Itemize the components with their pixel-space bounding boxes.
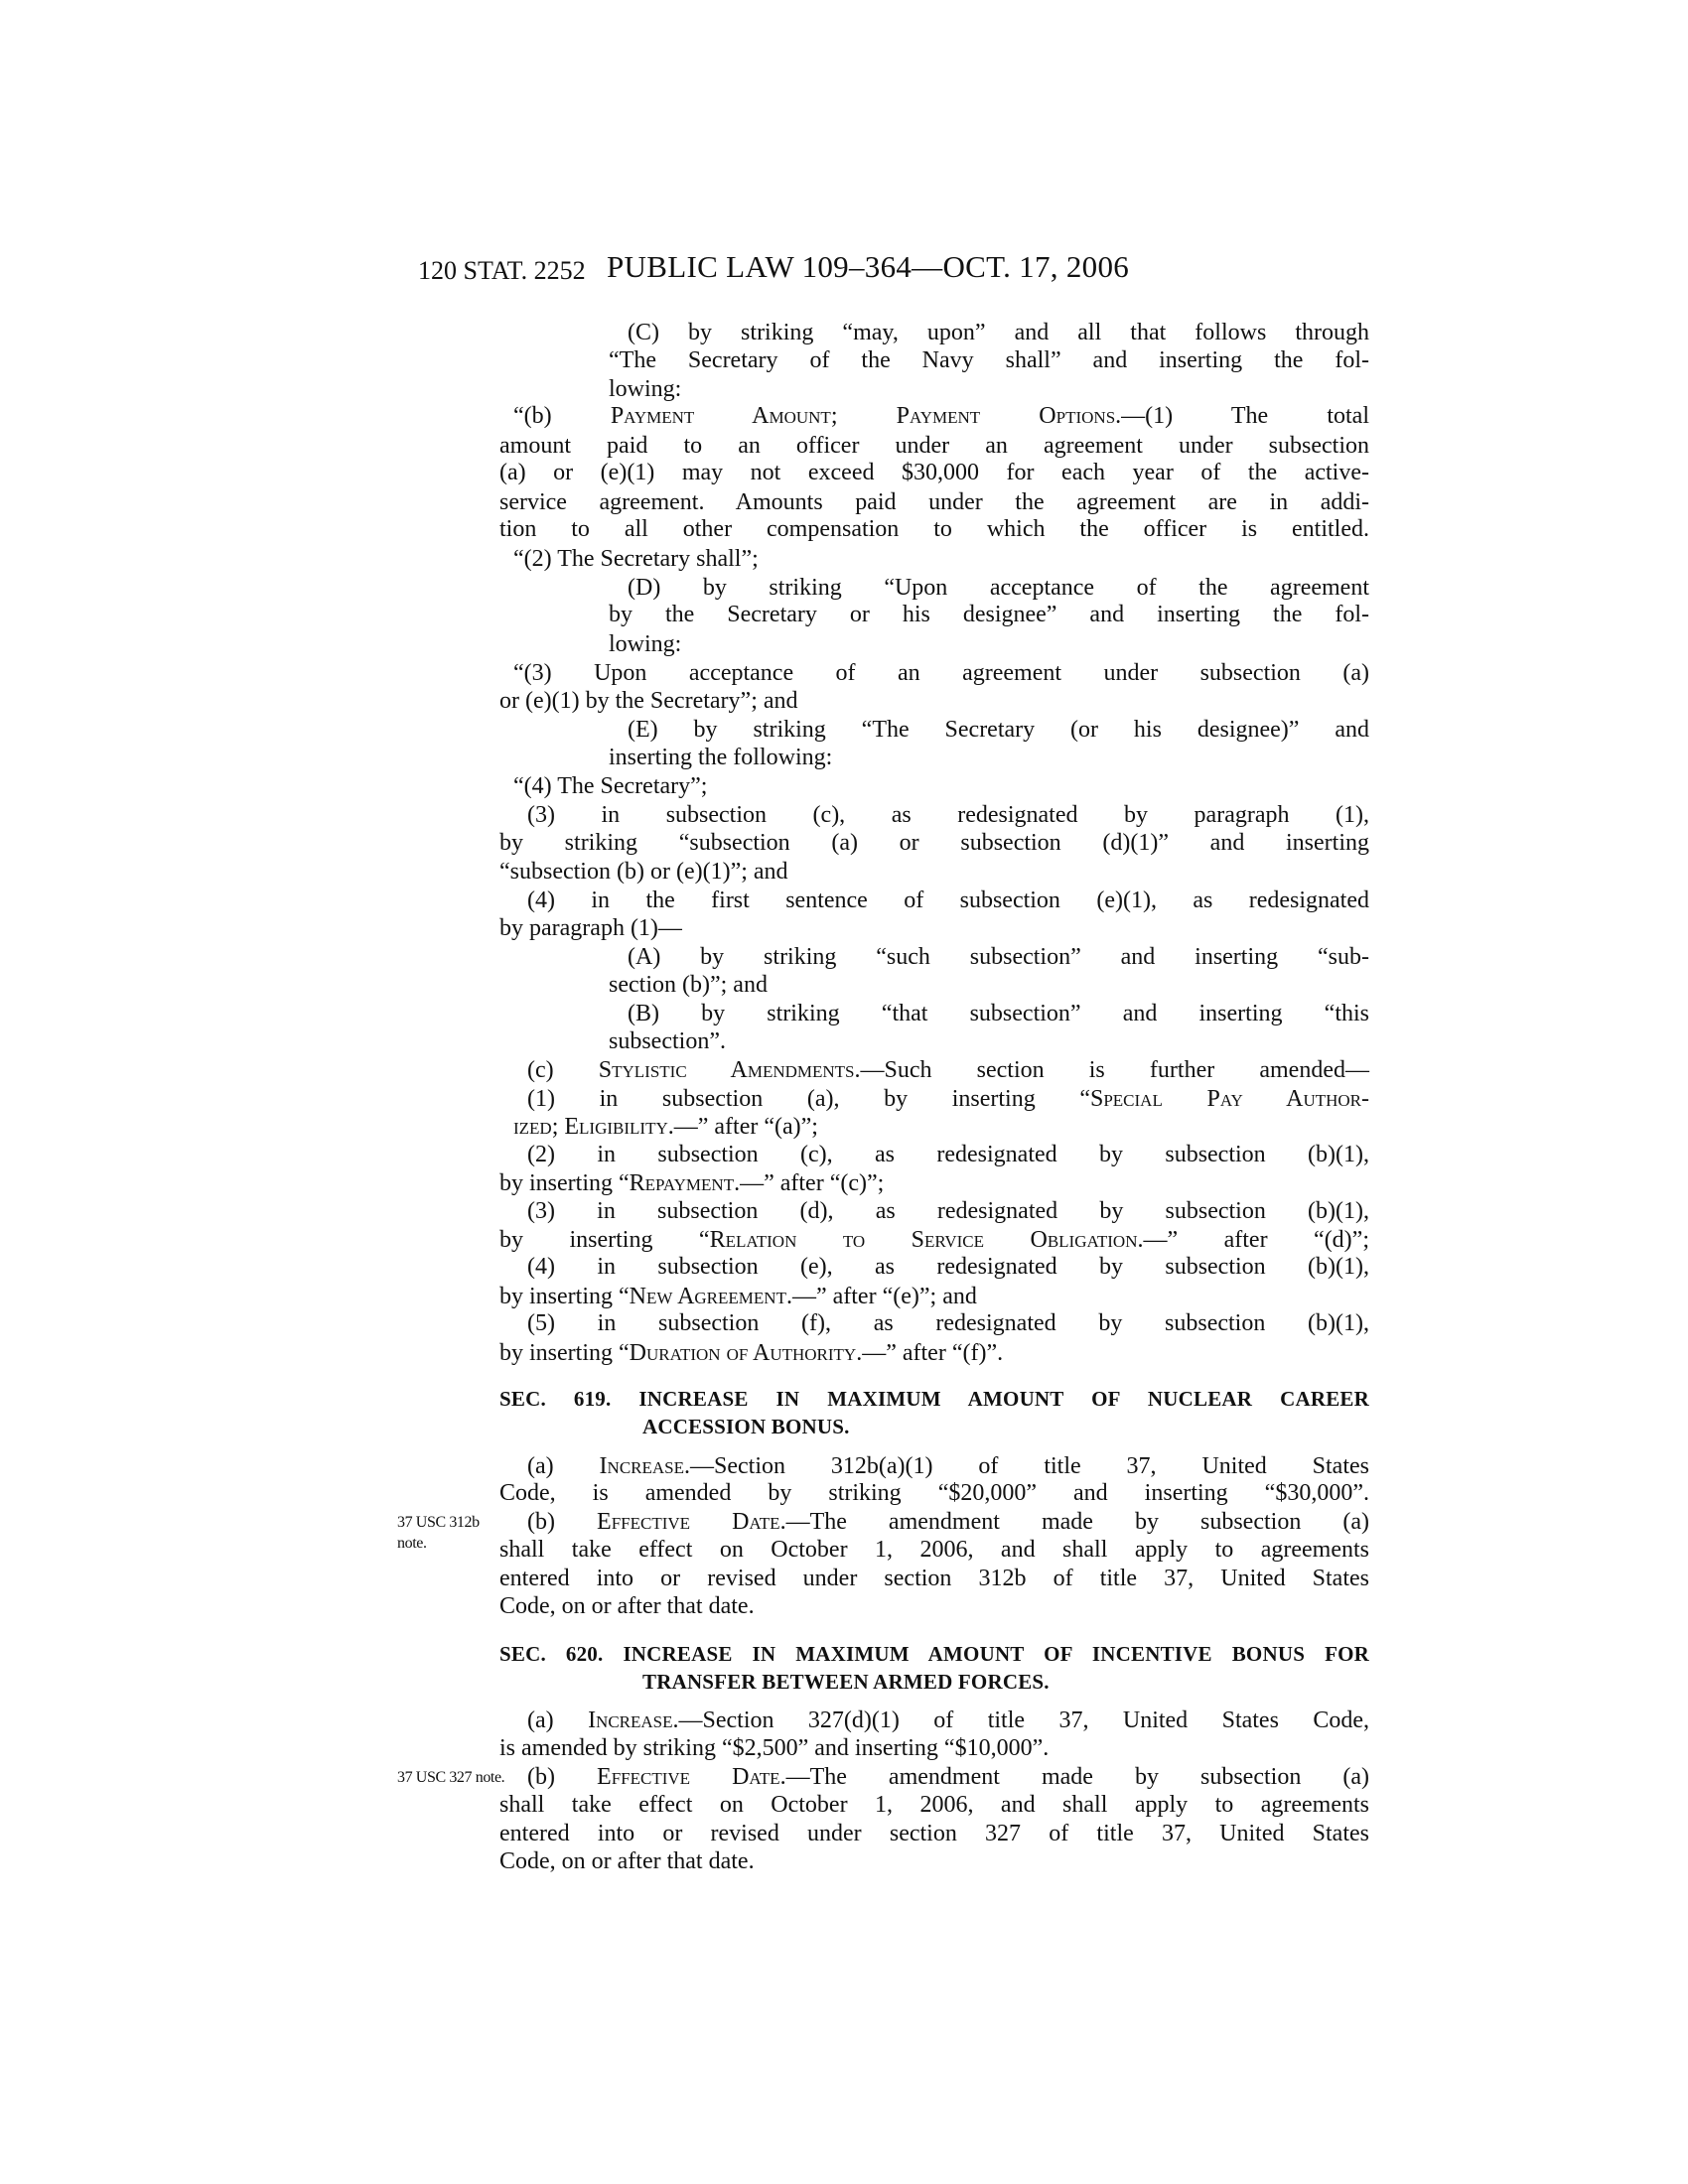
text-segment: (3) in subsection (c), as redesignated by paragraph (1), xyxy=(527,802,1369,828)
text-segment: .—” after “(e)”; and xyxy=(785,1284,977,1309)
text-line xyxy=(513,661,1369,685)
text-segment: subsection”. xyxy=(609,1028,726,1054)
text-line xyxy=(499,1594,1369,1618)
text-segment: TRANSFER BETWEEN ARMED FORCES. xyxy=(642,1670,1050,1694)
text-line xyxy=(628,718,1369,742)
text-segment: .—The amendment made by subsection (a) xyxy=(779,1764,1370,1790)
section-heading-line xyxy=(499,1643,1369,1665)
text-line xyxy=(609,377,1369,401)
section-heading-line xyxy=(642,1671,1369,1693)
margin-note: 37 USC 327 note. xyxy=(397,1769,505,1786)
text-segment: “The Secretary of the Navy shall” and inserting the fol- xyxy=(609,347,1369,373)
text-line xyxy=(628,945,1369,969)
section-heading-line xyxy=(499,1388,1369,1410)
text-segment: by inserting “ xyxy=(499,1170,630,1196)
text-segment: amount paid to an officer under an agreement under subsection xyxy=(499,433,1369,459)
text-segment: “(4) The Secretary”; xyxy=(513,773,708,799)
text-segment: ACCESSION BONUS. xyxy=(642,1415,850,1438)
text-line xyxy=(499,860,1369,884)
text-line xyxy=(499,1228,1369,1252)
text-line xyxy=(527,1087,1369,1111)
text-segment: inserting the following: xyxy=(609,745,833,770)
text-line xyxy=(527,803,1369,827)
margin-note: 37 USC 312b xyxy=(397,1514,480,1531)
text-line xyxy=(609,632,1369,656)
page-reference: 120 STAT. 2252 xyxy=(418,256,586,285)
text-line xyxy=(499,916,1369,940)
text-segment: by paragraph (1)— xyxy=(499,915,682,941)
text-line xyxy=(527,1765,1369,1789)
small-caps-text: ized; Eligibility xyxy=(513,1114,668,1140)
text-line xyxy=(499,1822,1369,1845)
text-segment: (D) by striking “Upon acceptance of the agreement xyxy=(628,575,1369,601)
small-caps-text: New Agreement xyxy=(629,1284,786,1309)
text-segment: “subsection (b) or (e)(1)”; and xyxy=(499,859,788,885)
text-line xyxy=(513,774,1369,798)
text-segment: service agreement. Amounts paid under the agreement are in addi- xyxy=(499,489,1369,515)
text-segment: (b) xyxy=(527,1509,598,1535)
text-line xyxy=(527,1454,1369,1478)
text-segment: entered into or revised under section 312b of title 37, United States xyxy=(499,1566,1369,1591)
text-segment: section (b)”; and xyxy=(609,972,768,998)
text-line xyxy=(499,517,1369,541)
text-line xyxy=(527,888,1369,912)
text-segment: (a) xyxy=(527,1707,589,1733)
small-caps-text: Increase xyxy=(588,1707,673,1733)
text-line xyxy=(628,321,1369,344)
text-segment: (C) by striking “may, upon” and all that follows through xyxy=(628,320,1369,345)
text-line xyxy=(499,461,1369,484)
text-segment: tion to all other compensation to which the officer is entitled. xyxy=(499,516,1369,542)
text-segment: (1) in subsection (a), by inserting “ xyxy=(527,1086,1090,1112)
text-segment: by striking “subsection (a) or subsection (d)(1)” and inserting xyxy=(499,830,1369,856)
text-segment: (a) xyxy=(527,1453,600,1479)
text-segment: shall take effect on October 1, 2006, and shall apply to agreements xyxy=(499,1537,1369,1563)
small-caps-text: Stylistic Amendments xyxy=(598,1057,855,1083)
text-segment: (4) in subsection (e), as redesignated by subsection (b)(1), xyxy=(527,1254,1369,1280)
text-segment: shall take effect on October 1, 2006, and shall apply to agreements xyxy=(499,1792,1369,1818)
page-title: PUBLIC LAW 109–364—OCT. 17, 2006 xyxy=(607,249,1130,284)
text-segment: (A) by striking “such subsection” and inserting “sub- xyxy=(628,944,1369,970)
text-segment: .—(1) The total xyxy=(1115,403,1369,429)
small-caps-text: Increase xyxy=(599,1453,684,1479)
text-line xyxy=(499,1481,1369,1505)
text-segment: “(b) xyxy=(513,403,611,429)
small-caps-text: Payment Amount; Payment Options xyxy=(610,403,1116,429)
text-line xyxy=(499,1538,1369,1562)
text-line xyxy=(499,1793,1369,1817)
text-segment: .—Such section is further amended— xyxy=(854,1057,1369,1083)
text-segment: lowing: xyxy=(609,376,682,402)
text-segment: .—Section 312b(a)(1) of title 37, United States xyxy=(684,1453,1369,1479)
text-segment: entered into or revised under section 327 of title 37, United States xyxy=(499,1821,1369,1846)
text-segment: by inserting “ xyxy=(499,1227,710,1253)
text-segment: Code, is amended by striking “$20,000” and inserting “$30,000”. xyxy=(499,1480,1369,1506)
text-segment: SEC. 620. INCREASE IN MAXIMUM AMOUNT OF INCENTIVE BONUS FOR xyxy=(499,1642,1369,1666)
text-segment: .—” after “(d)”; xyxy=(1137,1227,1369,1253)
text-line xyxy=(609,973,1369,997)
text-segment: .—” after “(c)”; xyxy=(734,1170,885,1196)
margin-note: note. xyxy=(397,1535,427,1552)
text-line xyxy=(499,1736,1369,1760)
text-line xyxy=(609,348,1369,372)
small-caps-text: Relation to Service Obligation xyxy=(709,1227,1138,1253)
text-segment: or (e)(1) by the Secretary”; and xyxy=(499,688,798,714)
text-line xyxy=(513,404,1369,428)
text-line xyxy=(499,831,1369,855)
text-segment: .—Section 327(d)(1) of title 37, United States Code, xyxy=(672,1707,1369,1733)
text-line xyxy=(499,434,1369,458)
text-segment: is amended by striking “$2,500” and inserting “$10,000”. xyxy=(499,1735,1050,1761)
text-line xyxy=(499,689,1369,713)
text-segment: SEC. 619. INCREASE IN MAXIMUM AMOUNT OF NUCLEAR CAREER xyxy=(499,1387,1369,1411)
text-line xyxy=(527,1199,1369,1223)
text-line xyxy=(499,490,1369,514)
text-segment: Code, on or after that date. xyxy=(499,1848,755,1874)
text-segment: (5) in subsection (f), as redesignated by subsection (b)(1), xyxy=(527,1310,1369,1336)
small-caps-text: Duration of Authority xyxy=(629,1340,857,1366)
text-line xyxy=(527,1311,1369,1335)
small-caps-text: Repayment xyxy=(629,1170,735,1196)
text-line xyxy=(527,1708,1369,1732)
text-segment: by the Secretary or his designee” and inserting the fol- xyxy=(609,602,1369,627)
text-segment: (B) by striking “that subsection” and inserting “this xyxy=(628,1001,1369,1026)
text-line xyxy=(628,1002,1369,1025)
text-line xyxy=(513,547,1369,571)
text-segment: .—” after “(a)”; xyxy=(667,1114,818,1140)
text-segment: “(3) Upon acceptance of an agreement under subsection (a) xyxy=(513,660,1369,686)
section-heading-line xyxy=(642,1416,1369,1437)
text-line xyxy=(527,1510,1369,1534)
text-segment: .—The amendment made by subsection (a) xyxy=(779,1509,1370,1535)
text-line xyxy=(527,1143,1369,1166)
text-segment: lowing: xyxy=(609,631,682,657)
text-line xyxy=(527,1255,1369,1279)
text-segment: .—” after “(f)”. xyxy=(856,1340,1004,1366)
text-segment: by inserting “ xyxy=(499,1340,630,1366)
text-line xyxy=(499,1341,1369,1365)
text-segment: (3) in subsection (d), as redesignated by subsection (b)(1), xyxy=(527,1198,1369,1224)
text-line xyxy=(499,1171,1369,1195)
text-line xyxy=(609,603,1369,626)
text-segment: Code, on or after that date. xyxy=(499,1593,755,1619)
text-segment: (4) in the first sentence of subsection (e)(1), as redesignated xyxy=(527,887,1369,913)
text-line xyxy=(499,1285,1369,1308)
small-caps-text: Special Pay Author- xyxy=(1090,1086,1369,1112)
text-segment: “(2) The Secretary shall”; xyxy=(513,546,759,572)
text-line xyxy=(628,576,1369,600)
text-segment: by inserting “ xyxy=(499,1284,630,1309)
text-line xyxy=(609,746,1369,769)
text-line xyxy=(609,1029,1369,1053)
text-segment: (E) by striking “The Secretary (or his designee)” and xyxy=(628,717,1369,743)
text-line xyxy=(513,1115,1369,1139)
text-line xyxy=(499,1849,1369,1873)
text-segment: (2) in subsection (c), as redesignated by subsection (b)(1), xyxy=(527,1142,1369,1167)
text-segment: (a) or (e)(1) may not exceed $30,000 for each year of the active- xyxy=(499,460,1369,485)
small-caps-text: Effective Date xyxy=(597,1509,780,1535)
small-caps-text: Effective Date xyxy=(597,1764,780,1790)
text-line xyxy=(527,1058,1369,1082)
text-segment: (b) xyxy=(527,1764,598,1790)
text-line xyxy=(499,1567,1369,1590)
text-segment: (c) xyxy=(527,1057,599,1083)
